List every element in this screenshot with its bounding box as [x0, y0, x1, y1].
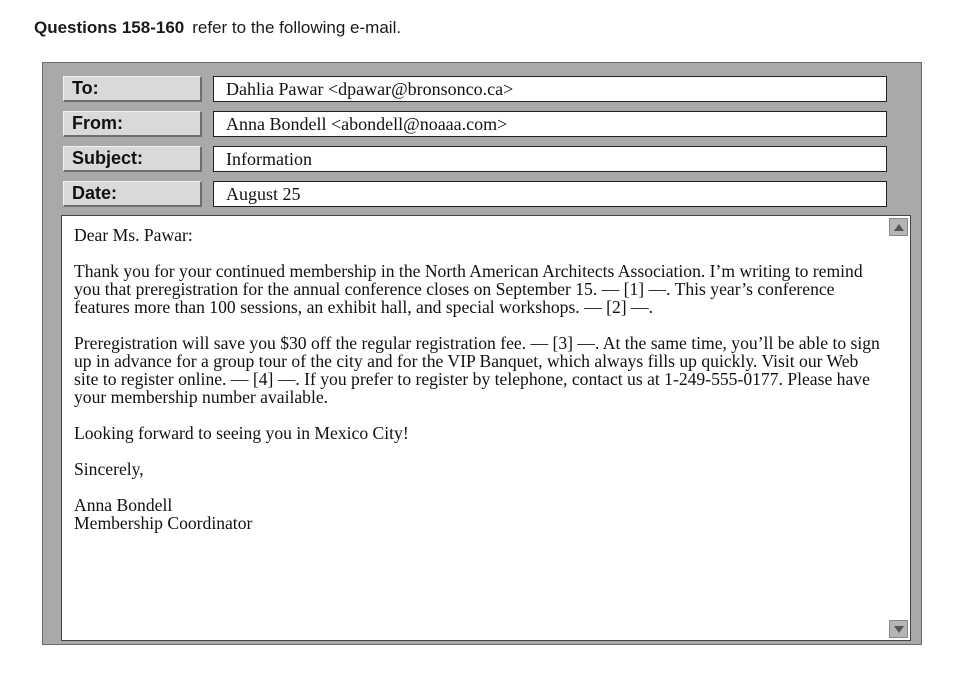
from-label: From:	[63, 111, 202, 137]
subject-field: Information	[213, 146, 887, 172]
closing-line: Looking forward to seeing you in Mexico City!	[74, 423, 409, 443]
sign-off: Sincerely,	[74, 459, 144, 479]
date-label: Date:	[63, 181, 202, 207]
email-body-pane[interactable]	[61, 215, 911, 641]
date-row	[63, 181, 891, 207]
subject-label: Subject:	[63, 146, 202, 172]
to-field: Dahlia Pawar <dpawar@bronsonco.ca>	[213, 76, 887, 102]
body-paragraph-1: Thank you for your continued membership in the North American Architects Association. I’m writing to remind you that preregistration for the annual conference closes on September 15. — [1] —. This year’s conference features more than 100 sessions, an exhibit hall, and special workshops. — [2] —.	[74, 261, 863, 317]
date-field: August 25	[213, 181, 887, 207]
from-field: Anna Bondell <abondell@noaaa.com>	[213, 111, 887, 137]
salutation: Dear Ms. Pawar:	[74, 225, 193, 245]
email-body	[74, 226, 884, 532]
to-label: To:	[63, 76, 202, 102]
signer-title: Membership Coordinator	[74, 513, 253, 533]
scroll-down-button[interactable]	[889, 620, 908, 638]
question-text: refer to the following e-mail.	[192, 18, 402, 37]
signer-name: Anna Bondell	[74, 495, 173, 515]
scroll-up-button[interactable]	[889, 218, 908, 236]
triangle-up-icon	[894, 224, 904, 231]
vertical-scrollbar[interactable]	[889, 218, 908, 638]
body-paragraph-2: Preregistration will save you $30 off the regular registration fee. — [3] —. At the same time, you’ll be able to sign up in advance for a group tour of the city and for the VIP Banquet, which always fills up quickly. Visit our Web site to register online. — [4] —. If you prefer to register by telephone, contact us at 1-249-555-0177. Please have your membership number available.	[74, 333, 880, 407]
question-number: Questions 158-160	[34, 18, 185, 37]
subject-row	[63, 146, 891, 172]
question-instruction	[34, 18, 401, 38]
to-row	[63, 76, 891, 102]
from-row	[63, 111, 891, 137]
email-window	[42, 62, 922, 645]
triangle-down-icon	[894, 626, 904, 633]
